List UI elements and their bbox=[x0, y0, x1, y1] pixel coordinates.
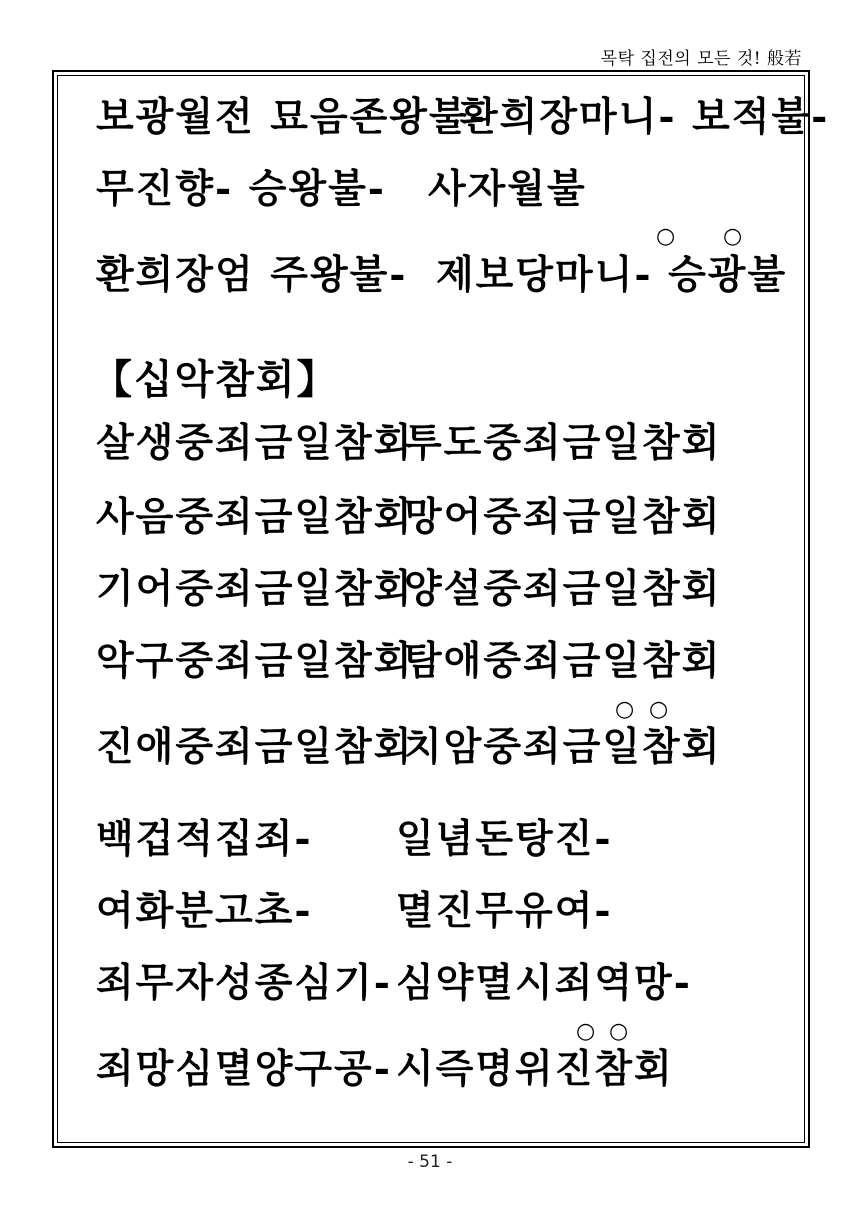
verse-text-right: 투도중죄금일참회 bbox=[404, 420, 722, 466]
verse-text-left: 진애중죄금일참회 bbox=[96, 724, 414, 770]
verse-text-right: 탐애중죄금일참회 bbox=[404, 638, 722, 684]
chant-mark: ○ bbox=[615, 697, 635, 722]
chant-mark: ○ bbox=[576, 1019, 596, 1044]
verse-text-left: 죄망심멸양구공- bbox=[96, 1046, 392, 1092]
verse-text-left: 보광월전 묘음존왕불- bbox=[96, 94, 487, 140]
verse-text-left: 무진향- 승왕불- bbox=[96, 166, 386, 212]
verse-text-left: 죄무자성종심기- bbox=[96, 960, 392, 1006]
verse-text-left: 악구중죄금일참회 bbox=[96, 638, 414, 684]
chant-mark: ○ bbox=[656, 224, 676, 249]
verse-text-right: 일념돈탕진- bbox=[396, 816, 613, 862]
verse-text-right: 사자월불 bbox=[428, 166, 587, 212]
verse-text-left: 사음중죄금일참회 bbox=[96, 494, 414, 540]
verse-text-right: 멸진무유여- bbox=[396, 888, 613, 934]
chant-mark: ○ bbox=[723, 224, 743, 249]
verse-text-right: 양설중죄금일참회 bbox=[404, 566, 722, 612]
section-heading: 【십악참회】 bbox=[92, 356, 339, 403]
page-number: - 51 - bbox=[407, 1152, 453, 1172]
chant-mark: ○ bbox=[609, 1019, 629, 1044]
verse-text-right: 제보당마니- 승광불 bbox=[436, 252, 788, 298]
verse-text-left: 환희장엄 주왕불- bbox=[96, 252, 408, 298]
verse-text-left: 살생중죄금일참회 bbox=[96, 420, 414, 466]
running-header: 목탁 집전의 모든 것! 般若 bbox=[600, 49, 802, 69]
chant-mark: ○ bbox=[649, 697, 669, 722]
verse-text-left: 여화분고초- bbox=[96, 888, 313, 934]
verse-text-left: 기어중죄금일참회 bbox=[96, 566, 414, 612]
verse-text-right: 심약멸시죄역망- bbox=[396, 960, 692, 1006]
verse-text-right: 환희장마니- 보적불- bbox=[460, 94, 830, 140]
verse-text-right: 망어중죄금일참회 bbox=[404, 494, 722, 540]
verse-text-right: 시즉명위진참회 bbox=[396, 1046, 674, 1092]
verse-text-left: 백겁적집죄- bbox=[96, 816, 313, 862]
verse-text-right: 치암중죄금일참회 bbox=[404, 724, 722, 770]
